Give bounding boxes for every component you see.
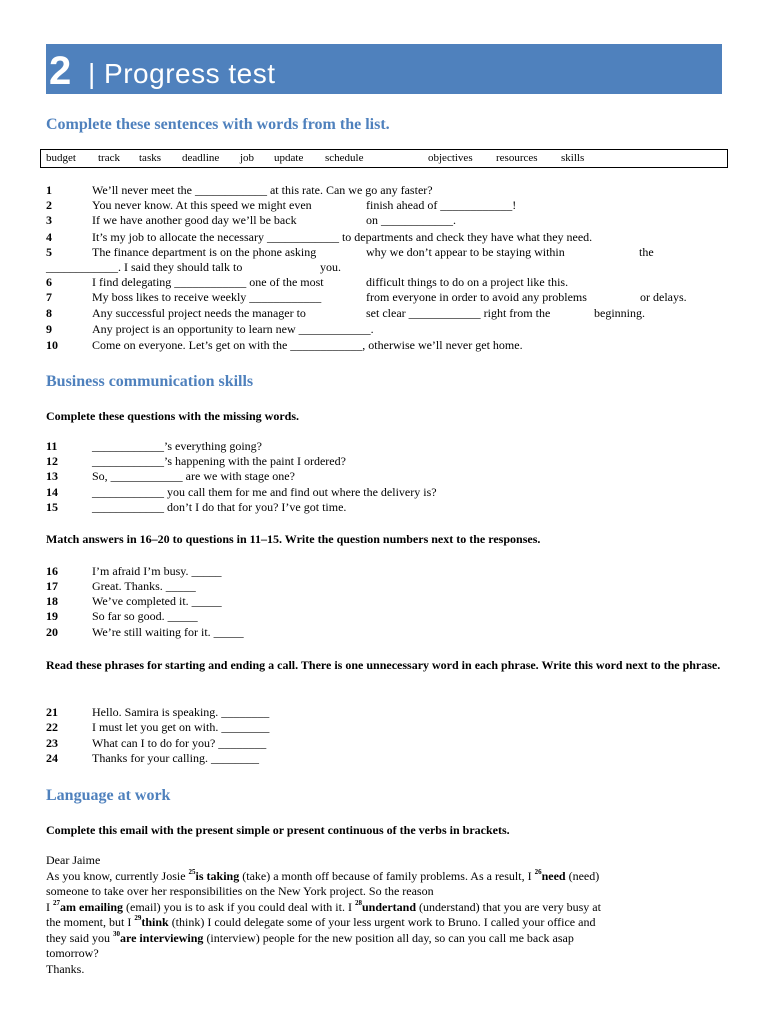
question-row (46, 579, 736, 594)
instruction: Complete these questions with the missing words. (46, 409, 300, 423)
question-text: So far so good. _____ (92, 609, 198, 623)
unit-number: 2 (49, 49, 72, 93)
question-text: finish ahead of ____________! (366, 198, 517, 212)
question-row (46, 500, 736, 515)
word-item: update (274, 152, 304, 164)
question-number: 10 (46, 338, 58, 352)
question-number: 13 (46, 469, 58, 483)
question-row (46, 338, 736, 353)
question-text: The finance department is on the phone asking (92, 245, 317, 259)
word-item: budget (46, 152, 76, 164)
question-text: I find delegating ____________ one of the most (92, 275, 324, 289)
question-row (46, 213, 736, 228)
question-text: Hello. Samira is speaking. ________ (92, 705, 270, 719)
question-row (46, 290, 736, 305)
question-text: We’ve completed it. _____ (92, 594, 222, 608)
word-item: tasks (139, 152, 161, 164)
word-item: track (98, 152, 120, 164)
word-item: job (240, 152, 255, 164)
question-row (46, 720, 736, 735)
question-row (46, 454, 736, 469)
question-row (46, 230, 736, 245)
email-line: I $^{27}$am emailing (email) you is to ask if you could deal with it. I $^{28}$undertand (understand) that you are very busy at (46, 898, 601, 914)
question-number: 5 (46, 245, 52, 259)
instruction: Match answers in 16–20 to questions in 11–15. Write the question numbers next to the responses. (46, 532, 541, 546)
question-text: We’re still waiting for it. _____ (92, 625, 244, 639)
question-row (46, 736, 736, 751)
question-number: 1 (46, 183, 52, 197)
question-number: 19 (46, 609, 58, 623)
question-number: 21 (46, 705, 58, 719)
instruction: Read these phrases for starting and ending a call. There is one unnecessary word in each phrase. Write this word next to the phrase. (46, 658, 721, 672)
question-row (46, 469, 736, 484)
question-text: If we have another good day we’ll be back (92, 213, 297, 227)
question-text: on ____________. (366, 213, 456, 227)
question-number: 3 (46, 213, 52, 227)
question-text: We’ll never meet the ____________ at this rate. Can we go any faster? (92, 183, 433, 197)
question-text: What can I to do for you? ________ (92, 736, 267, 750)
email-line: they said you $^{30}$are interviewing (interview) people for the new position all day, so can you call me back asap (46, 929, 574, 945)
question-row (46, 705, 736, 720)
question-text: You never know. At this speed we might even (92, 198, 312, 212)
word-item: deadline (182, 152, 220, 164)
question-number: 16 (46, 564, 58, 578)
question-text: ____________ you call them for me and find out where the delivery is? (92, 485, 437, 499)
email-line: As you know, currently Josie $^{25}$is taking (take) a month off because of family problems. As a result, I $^{26}$need (need) (46, 867, 600, 883)
question-number: 2 (46, 198, 52, 212)
email-greeting: Dear Jaime (46, 853, 101, 867)
title-banner (46, 44, 722, 94)
question-number: 12 (46, 454, 58, 468)
question-text: Any project is an opportunity to learn new ____________. (92, 322, 374, 336)
question-row (46, 198, 736, 213)
question-row-continuation (46, 260, 736, 275)
question-text: My boss likes to receive weekly ____________ (92, 290, 322, 304)
question-text: set clear ____________ right from the (366, 306, 551, 320)
word-item: skills (561, 152, 585, 164)
question-number: 15 (46, 500, 58, 514)
question-text: ____________’s everything going? (92, 439, 262, 453)
question-text: difficult things to do on a project like this. (366, 275, 569, 289)
email-closing: Thanks. (46, 961, 85, 976)
question-text: I must let you get on with. ________ (92, 720, 270, 734)
page-title: | Progress test (88, 58, 276, 89)
question-row (46, 625, 736, 640)
email-line: someone to take over her responsibilities on the New York project. So the reason (46, 884, 434, 898)
question-text: from everyone in order to avoid any problems (366, 290, 587, 304)
question-number: 22 (46, 720, 58, 734)
question-number: 8 (46, 306, 52, 320)
question-text: It’s my job to allocate the necessary ____________ to departments and check they have what they need. (92, 230, 593, 244)
question-number: 4 (46, 230, 52, 244)
section-heading-language: Language at work (46, 787, 171, 804)
question-number: 18 (46, 594, 58, 608)
question-text: I’m afraid I’m busy. _____ (92, 564, 222, 578)
question-text: Thanks for your calling. ________ (92, 751, 259, 765)
question-text: ____________’s happening with the paint I ordered? (92, 454, 346, 468)
question-row (46, 564, 736, 579)
question-text: ____________. I said they should talk to (46, 260, 243, 274)
question-row (46, 183, 736, 198)
instruction: Complete this email with the present simple or present continuous of the verbs in brackets. (46, 823, 510, 837)
question-text: beginning. (594, 306, 645, 320)
word-item: objectives (428, 152, 473, 164)
question-number: 23 (46, 736, 58, 750)
question-text: Any successful project needs the manager to (92, 306, 306, 320)
word-item: schedule (325, 152, 364, 164)
question-number: 20 (46, 625, 58, 639)
question-text: Come on everyone. Let’s get on with the ____________, otherwise we’ll never get home. (92, 338, 523, 352)
question-row (46, 245, 736, 260)
word-item: resources (496, 152, 538, 164)
question-number: 14 (46, 485, 58, 499)
question-number: 6 (46, 275, 52, 289)
question-row (46, 594, 736, 609)
question-text: you. (320, 260, 341, 274)
question-text: why we don’t appear to be staying within (366, 245, 565, 259)
email-body (46, 853, 726, 977)
question-number: 11 (46, 439, 58, 453)
question-number: 7 (46, 290, 52, 304)
question-text: or delays. (640, 290, 687, 304)
question-row (46, 306, 736, 321)
question-number: 17 (46, 579, 58, 593)
question-row (46, 751, 736, 766)
question-row (46, 609, 736, 624)
word-list-box (40, 149, 728, 168)
section-heading-vocabulary: Complete these sentences with words from the list. (46, 116, 390, 133)
section-heading-communication: Business communication skills (46, 373, 254, 390)
question-row (46, 275, 736, 290)
question-row (46, 439, 736, 454)
question-text: the (639, 245, 654, 259)
question-text: ____________ don’t I do that for you? I’ve got time. (92, 500, 347, 514)
question-text: Great. Thanks. _____ (92, 579, 196, 593)
email-line: tomorrow? (46, 946, 99, 960)
question-row (46, 485, 736, 500)
question-text: So, ____________ are we with stage one? (92, 469, 295, 483)
question-number: 24 (46, 751, 58, 765)
email-line: the moment, but I $^{29}$think (think) I could delegate some of your less urgent work to Bruno. I called your office and (46, 914, 596, 929)
question-row (46, 322, 736, 337)
question-number: 9 (46, 322, 52, 336)
